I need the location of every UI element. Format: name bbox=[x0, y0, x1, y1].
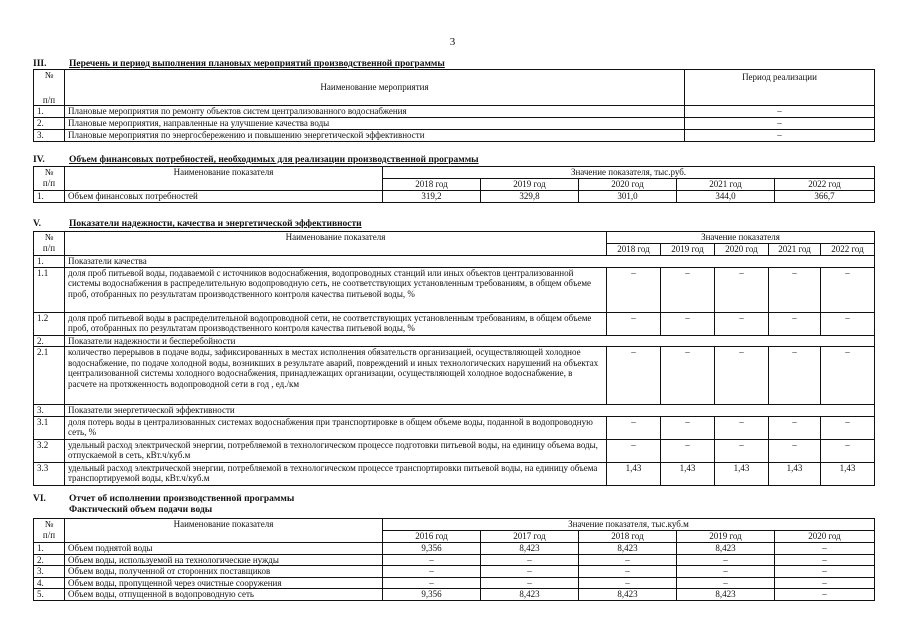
row-value: – bbox=[775, 566, 875, 578]
row-value: – bbox=[661, 416, 715, 439]
table-header-row bbox=[34, 167, 875, 179]
header-value: Значение показателя bbox=[607, 232, 875, 244]
row-value: – bbox=[769, 347, 821, 405]
row-number: 2. bbox=[34, 118, 65, 130]
year-2020: 2020 год bbox=[715, 244, 769, 256]
row-value: – bbox=[775, 543, 875, 555]
table-row bbox=[34, 312, 875, 335]
row-value: 344,0 bbox=[677, 191, 775, 203]
section-5-title: Показатели надежности, качества и энергетической эффективности bbox=[69, 219, 362, 229]
row-value: – bbox=[775, 577, 875, 589]
header-number bbox=[34, 167, 65, 191]
row-name: Плановые мероприятия, направленные на улучшение качества воды bbox=[65, 118, 685, 130]
row-number: 2. bbox=[34, 335, 65, 347]
section-5-heading bbox=[33, 219, 362, 229]
group-name: Показатели качества bbox=[65, 256, 875, 268]
row-name: доля проб питьевой воды в распределительной водопроводной сети, не соответствующих установленным требованиям, в общем объеме проб, отобранных по результатам производственного контроля качества питьевой воды, % bbox=[65, 312, 607, 335]
row-number: 1. bbox=[34, 106, 65, 118]
row-value: – bbox=[481, 554, 579, 566]
header-number bbox=[34, 232, 65, 256]
header-name: Наименование показателя bbox=[65, 167, 383, 191]
header-name: Наименование показателя bbox=[65, 519, 383, 543]
row-number: 3.3 bbox=[34, 462, 65, 485]
row-value: 1,43 bbox=[607, 462, 661, 485]
row-name: Объем воды, отпущенной в водопроводную сеть bbox=[65, 589, 383, 601]
section-6-title: Отчет об исполнении производственной программы bbox=[69, 494, 295, 504]
row-name: Объем финансовых потребностей bbox=[65, 191, 383, 203]
row-value: 8,423 bbox=[579, 543, 677, 555]
row-number: 2.1 bbox=[34, 347, 65, 405]
header-period: Период реализации bbox=[685, 70, 875, 106]
row-value: – bbox=[715, 347, 769, 405]
year-2022: 2022 год bbox=[821, 244, 875, 256]
row-value: – bbox=[769, 416, 821, 439]
section-6-number: VI. bbox=[33, 494, 46, 504]
year-2018: 2018 год bbox=[383, 179, 481, 191]
row-value: – bbox=[579, 566, 677, 578]
row-value: – bbox=[677, 577, 775, 589]
row-value: – bbox=[677, 566, 775, 578]
row-value: – bbox=[715, 312, 769, 335]
year-2021: 2021 год bbox=[677, 179, 775, 191]
section-6-heading bbox=[33, 494, 294, 504]
row-value: – bbox=[821, 439, 875, 462]
header-pp: п/п bbox=[42, 94, 56, 105]
row-value: 8,423 bbox=[579, 589, 677, 601]
year-2016: 2016 год bbox=[383, 531, 481, 543]
header-value: Значение показателя, тыс.руб. bbox=[383, 167, 875, 179]
row-value: 1,43 bbox=[661, 462, 715, 485]
row-name: доля потерь воды в централизованных системах водоснабжения при транспортировке в общем объеме воды, поданной в водопроводную сеть, % bbox=[65, 416, 607, 439]
row-name: Объем воды, полученной от сторонних поставщиков bbox=[65, 566, 383, 578]
row-value: – bbox=[677, 554, 775, 566]
row-number: 1.2 bbox=[34, 312, 65, 335]
year-2020: 2020 год bbox=[775, 531, 875, 543]
table-row bbox=[34, 191, 875, 203]
row-name: Объем поднятой воды bbox=[65, 543, 383, 555]
year-2017: 2017 год bbox=[481, 531, 579, 543]
row-number: 3. bbox=[34, 566, 65, 578]
year-2019: 2019 год bbox=[481, 179, 579, 191]
row-value: – bbox=[821, 347, 875, 405]
header-pp: п/п bbox=[42, 529, 56, 540]
row-name: доля проб питьевой воды, подаваемой с источников водоснабжения, водопроводных станций или иных объектов централизованной системы водоснабжения в распределительную водопроводную сеть, не соответствующих установленным требованиям, в общем объеме проб, отобранных по результатам производственного контроля качества питьевой воды, % bbox=[65, 267, 607, 312]
table-row bbox=[34, 106, 875, 118]
row-value: – bbox=[607, 267, 661, 312]
header-name: Наименование мероприятия bbox=[65, 70, 685, 106]
table-header-row bbox=[34, 232, 875, 244]
group-name: Показатели надежности и бесперебойности bbox=[65, 335, 875, 347]
row-value: 8,423 bbox=[677, 589, 775, 601]
row-value: 8,423 bbox=[481, 589, 579, 601]
row-value: – bbox=[821, 416, 875, 439]
section-3-number: III. bbox=[33, 59, 47, 69]
row-number: 3. bbox=[34, 130, 65, 142]
table-header-row bbox=[34, 519, 875, 531]
row-name: количество перерывов в подаче воды, зафиксированных в местах исполнения обязательств организацией, осуществляющей холодное водоснабжение, по подаче холодной воды, возникших в результате аварий, повреждений и иных технологических нарушений на объектах централизованной системы холодного водоснабжения, принадлежащих организации, осуществляющей холодное водоснабжение, в расчете на протяженность водопроводной сети в год , ед./км bbox=[65, 347, 607, 405]
row-number: 3. bbox=[34, 405, 65, 417]
section-3-table bbox=[33, 69, 875, 142]
header-number bbox=[34, 519, 65, 543]
table-row bbox=[34, 416, 875, 439]
year-2018: 2018 год bbox=[607, 244, 661, 256]
row-value: – bbox=[661, 347, 715, 405]
group-row-quality bbox=[34, 256, 875, 268]
row-value: – bbox=[383, 554, 481, 566]
row-number: 1.1 bbox=[34, 267, 65, 312]
section-4-number: IV. bbox=[33, 155, 45, 165]
row-value: – bbox=[481, 566, 579, 578]
table-row bbox=[34, 347, 875, 405]
section-6-table bbox=[33, 518, 875, 601]
table-header-row bbox=[34, 70, 875, 106]
group-row-reliability bbox=[34, 335, 875, 347]
section-4-table bbox=[33, 166, 875, 203]
table-row bbox=[34, 543, 875, 555]
header-name: Наименование показателя bbox=[65, 232, 607, 256]
row-number: 1. bbox=[34, 256, 65, 268]
section-5-table bbox=[33, 231, 875, 486]
row-value: 329,8 bbox=[481, 191, 579, 203]
row-number: 3.1 bbox=[34, 416, 65, 439]
row-value: 319,2 bbox=[383, 191, 481, 203]
table-row bbox=[34, 118, 875, 130]
year-2022: 2022 год bbox=[775, 179, 875, 191]
row-value: 8,423 bbox=[677, 543, 775, 555]
row-name: Объем воды, используемой на технологические нужды bbox=[65, 554, 383, 566]
row-number: 1. bbox=[34, 543, 65, 555]
row-value: – bbox=[607, 347, 661, 405]
row-value: – bbox=[769, 439, 821, 462]
row-value: – bbox=[661, 312, 715, 335]
row-value: – bbox=[607, 312, 661, 335]
header-no-symbol: № bbox=[44, 167, 54, 177]
row-value: – bbox=[661, 439, 715, 462]
row-value: – bbox=[383, 577, 481, 589]
row-value: – bbox=[715, 439, 769, 462]
row-name: удельный расход электрической энергии, потребляемой в технологическом процессе транспортировки питьевой воды, на единицу объема транспортируемой воды, кВт.ч/куб.м bbox=[65, 462, 607, 485]
row-value: – bbox=[821, 267, 875, 312]
year-2020: 2020 год bbox=[579, 179, 677, 191]
row-value: – bbox=[383, 566, 481, 578]
row-value: 301,0 bbox=[579, 191, 677, 203]
table-row bbox=[34, 566, 875, 578]
group-row-energy bbox=[34, 405, 875, 417]
year-2021: 2021 год bbox=[769, 244, 821, 256]
table-row bbox=[34, 130, 875, 142]
row-value: – bbox=[661, 267, 715, 312]
row-number: 5. bbox=[34, 589, 65, 601]
table-row bbox=[34, 462, 875, 485]
row-value: – bbox=[769, 267, 821, 312]
row-value: 9,356 bbox=[383, 543, 481, 555]
row-name: Объем воды, пропущенной через очистные сооружения bbox=[65, 577, 383, 589]
row-number: 4. bbox=[34, 577, 65, 589]
row-period: – bbox=[685, 118, 875, 130]
group-name: Показатели энергетической эффективности bbox=[65, 405, 875, 417]
row-number: 3.2 bbox=[34, 439, 65, 462]
section-4-heading bbox=[33, 155, 479, 165]
row-value: 1,43 bbox=[821, 462, 875, 485]
row-value: 1,43 bbox=[769, 462, 821, 485]
row-value: – bbox=[715, 416, 769, 439]
row-name: Плановые мероприятия по энергосбережению и повышению энергетической эффективности bbox=[65, 130, 685, 142]
section-6-subtitle: Фактический объем подачи воды bbox=[69, 505, 213, 515]
page-number: 3 bbox=[449, 36, 456, 48]
row-value: – bbox=[775, 589, 875, 601]
header-pp: п/п bbox=[42, 242, 56, 253]
section-3-heading bbox=[33, 59, 445, 69]
row-value: 366,7 bbox=[775, 191, 875, 203]
row-number: 2. bbox=[34, 554, 65, 566]
row-number: 1. bbox=[34, 191, 65, 203]
row-value: – bbox=[579, 554, 677, 566]
header-no-symbol: № bbox=[44, 232, 54, 242]
row-value: – bbox=[607, 439, 661, 462]
row-period: – bbox=[685, 106, 875, 118]
row-value: – bbox=[481, 577, 579, 589]
row-name: Плановые мероприятия по ремонту объектов систем централизованного водоснабжения bbox=[65, 106, 685, 118]
table-row bbox=[34, 554, 875, 566]
row-value: – bbox=[821, 312, 875, 335]
table-row bbox=[34, 267, 875, 312]
year-2019: 2019 год bbox=[677, 531, 775, 543]
section-5-number: V. bbox=[33, 219, 42, 229]
year-2018: 2018 год bbox=[579, 531, 677, 543]
table-row bbox=[34, 589, 875, 601]
section-3-title: Перечень и период выполнения плановых мероприятий производственной программы bbox=[69, 59, 445, 69]
header-value: Значение показателя, тыс.куб.м bbox=[383, 519, 875, 531]
table-row bbox=[34, 577, 875, 589]
row-name: удельный расход электрической энергии, потребляемой в технологическом процессе подготовки питьевой воды, на единицу объема воды, отпускаемой в сеть, кВт.ч/куб.м bbox=[65, 439, 607, 462]
header-pp: п/п bbox=[42, 177, 56, 188]
year-2019: 2019 год bbox=[661, 244, 715, 256]
header-number bbox=[34, 70, 65, 106]
header-no-symbol: № bbox=[44, 70, 54, 80]
section-4-title: Объем финансовых потребностей, необходимых для реализации производственной программы bbox=[69, 155, 479, 165]
header-no-symbol: № bbox=[44, 519, 54, 529]
row-value: 1,43 bbox=[715, 462, 769, 485]
row-value: – bbox=[579, 577, 677, 589]
row-value: 9,356 bbox=[383, 589, 481, 601]
row-value: – bbox=[775, 554, 875, 566]
row-value: – bbox=[607, 416, 661, 439]
row-value: 8,423 bbox=[481, 543, 579, 555]
row-value: – bbox=[715, 267, 769, 312]
row-value: – bbox=[769, 312, 821, 335]
table-row bbox=[34, 439, 875, 462]
row-period: – bbox=[685, 130, 875, 142]
